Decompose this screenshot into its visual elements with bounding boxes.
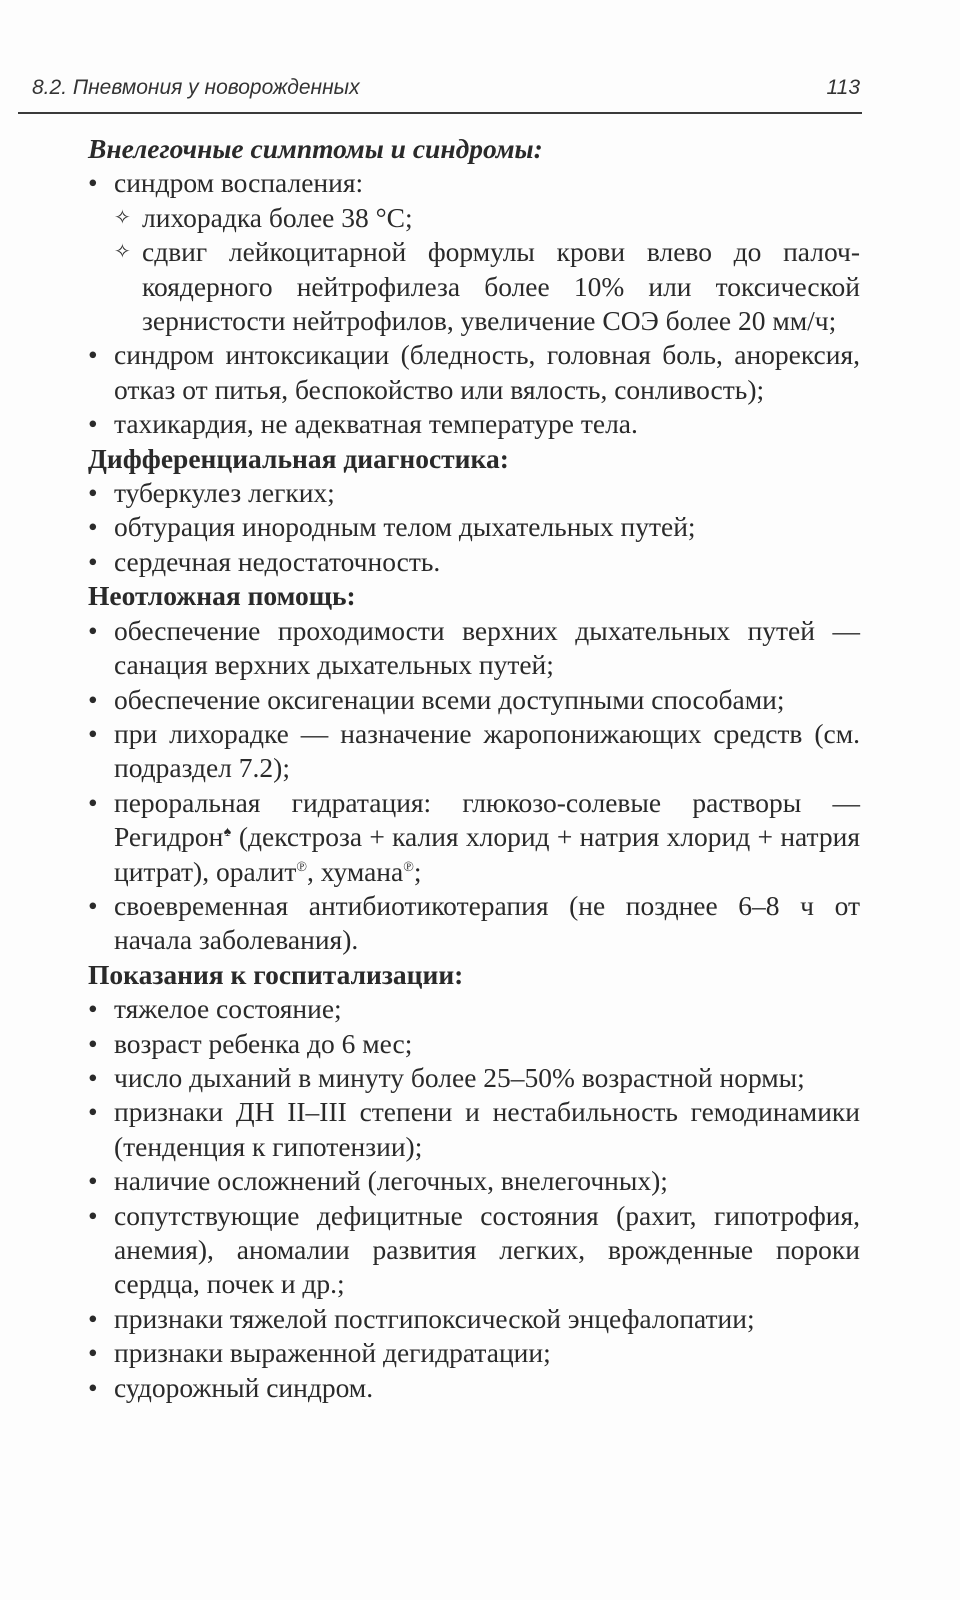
list-item: • возраст ребенка до 6 мес; <box>88 1027 860 1061</box>
list-item: • своевременная антибиотикотерапия (не позднее 6–8 ч от начала заболевания). <box>88 889 860 958</box>
section-heading-extrapulmonary: Внелегочные симптомы и синдромы: <box>88 133 543 164</box>
list-item: • сердечная недостаточность. <box>88 545 860 579</box>
list-item: • пероральная гидратация: глюкозо-солевые растворы — Регидрон♠ (декстроза + калия хлорид + натрия хлорид + натрия цитрат), оралит℗, хумана℗; <box>88 786 860 889</box>
section-heading-hospitalization: Показания к госпитализации: <box>88 958 464 990</box>
section-heading-differential: Дифференциальная диагностика: <box>88 442 509 474</box>
list-item: • обтурация инородным телом дыхательных путей; <box>88 510 860 544</box>
list-item: • синдром интоксикации (бледность, головная боль, анорексия, отказ от питья, беспокойство или вялость, сонливость); <box>88 338 860 407</box>
sub-list-item: ✧ лихорадка более 38 °С; <box>114 201 860 235</box>
list-item: • туберкулез легких; <box>88 476 860 510</box>
running-header <box>18 72 862 114</box>
trademark-mark: ♠ <box>223 824 232 840</box>
differential-list <box>88 476 860 579</box>
list-item: • признаки ДН II–III степени и нестабильность гемодинамики (тенденция к гипотензии); <box>88 1095 860 1164</box>
section-heading-emergency: Неотложная помощь: <box>88 580 356 612</box>
drug-mark: ℗ <box>296 859 308 875</box>
list-item: • число дыханий в минуту более 25–50% возрастной нормы; <box>88 1061 860 1095</box>
page-number: 113 <box>826 76 860 99</box>
sub-list-item: ✧ сдвиг лейкоцитарной формулы крови влево до палочкоядерного нейтрофилеза более 10% или токсической зернистости нейтрофилов, увеличение СОЭ более 20 мм/ч; <box>114 235 860 338</box>
list-item: • судорожный синдром. <box>88 1371 860 1405</box>
list-item: • признаки тяжелой постгипоксической энцефалопатии; <box>88 1302 860 1336</box>
list-item: • тяжелое состояние; <box>88 992 860 1026</box>
drug-mark: ℗ <box>403 859 414 875</box>
list-item: • признаки выраженной дегидратации; <box>88 1336 860 1370</box>
list-item: • обеспечение проходимости верхних дыхательных путей — санация верхних дыхательных путей; <box>88 614 860 683</box>
hospitalization-list <box>88 992 860 1405</box>
list-item: • наличие осложнений (легочных, внелегочных); <box>88 1164 860 1198</box>
extrapulmonary-list <box>88 166 860 441</box>
list-item: • сопутствующие дефицитные состояния (рахит, гипотрофия, анемия), аномалии развития легких, врожденные пороки сердца, почек и др.; <box>88 1199 860 1302</box>
page-body <box>88 132 860 1405</box>
list-item: • тахикардия, не адекватная температуре тела. <box>88 407 860 441</box>
chapter-title: 8.2. Пневмония у новорожденных <box>32 76 360 99</box>
list-item: • синдром воспаления: ✧ лихорадка более 38 °С; ✧ сдвиг лейкоцитарной формулы крови влево до палочкоядерного нейтрофилеза более 10% или токсической зернистости нейтрофилов, увеличение СОЭ более 20 мм/ч; <box>88 166 860 338</box>
list-item: • обеспечение оксигенации всеми доступными способами; <box>88 683 860 717</box>
inflammation-sublist <box>114 201 860 339</box>
emergency-list <box>88 614 860 958</box>
list-item: • при лихорадке — назначение жаропонижающих средств (см. подраздел 7.2); <box>88 717 860 786</box>
